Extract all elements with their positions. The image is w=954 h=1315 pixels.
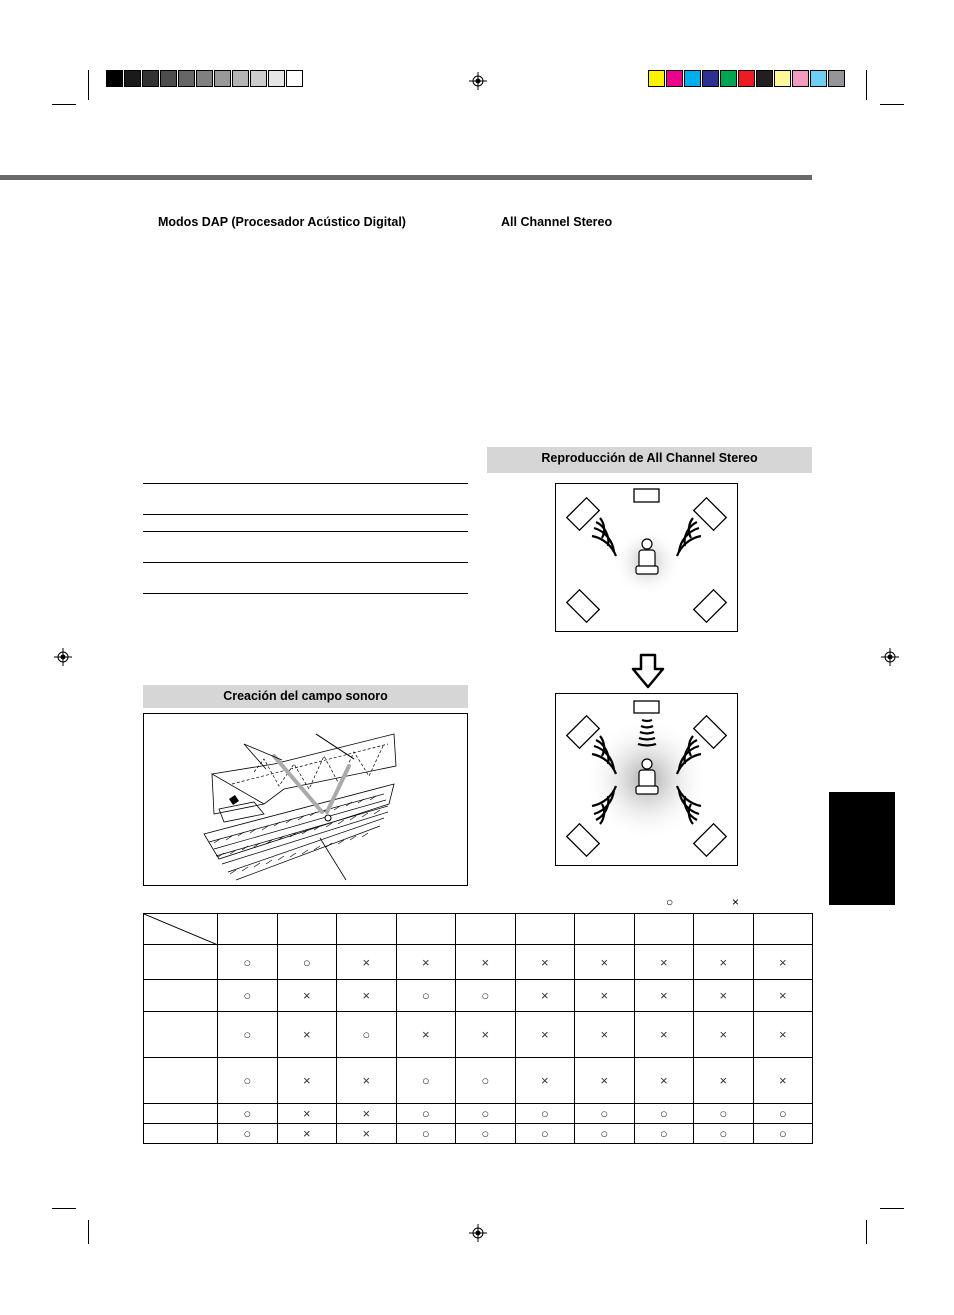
mode-compatibility-table (143, 913, 813, 1144)
table-row (144, 1124, 813, 1144)
row-header-cell (144, 945, 218, 980)
speaker-diagram-before (555, 483, 738, 632)
column-header-cell (396, 914, 456, 945)
table-cell: × (634, 980, 694, 1012)
table-cell: × (277, 1012, 337, 1058)
color-swatch (666, 70, 683, 87)
table-cell: × (277, 1124, 337, 1144)
table-cell: ○ (218, 1124, 278, 1144)
color-swatch (648, 70, 665, 87)
concert-hall-illustration (143, 713, 468, 886)
table-row (144, 1058, 813, 1104)
speaker-diagram-after (555, 693, 738, 866)
table-cell: ○ (515, 1124, 575, 1144)
table-corner-cell (144, 914, 218, 945)
table-row (144, 980, 813, 1012)
table-cell: ○ (515, 1104, 575, 1124)
table-cell: ○ (396, 1058, 456, 1104)
color-swatch (268, 70, 285, 87)
registration-mark-icon (54, 648, 72, 666)
table-cell: ○ (218, 980, 278, 1012)
registration-mark-icon (881, 648, 899, 666)
color-swatch (232, 70, 249, 87)
table-cell: × (337, 980, 397, 1012)
color-swatch (810, 70, 827, 87)
table-cell: ○ (575, 1104, 635, 1124)
speaker-layout-icon (556, 694, 737, 865)
sound-field-caption: Creación del campo sonoro (143, 685, 468, 708)
registration-mark-icon (469, 72, 487, 90)
table-row (144, 945, 813, 980)
column-header-cell (694, 914, 754, 945)
color-swatch (196, 70, 213, 87)
column-header-cell (634, 914, 694, 945)
table-cell: × (337, 1124, 397, 1144)
table-cell: × (694, 1058, 754, 1104)
table-cell: × (694, 1012, 754, 1058)
column-header-cell (575, 914, 635, 945)
table-cell: × (575, 1012, 635, 1058)
registration-mark-icon (469, 1224, 487, 1242)
table-cell: ○ (753, 1104, 813, 1124)
column-header-cell (337, 914, 397, 945)
table-cell: × (634, 1058, 694, 1104)
row-header-cell (144, 1058, 218, 1104)
table-cell: ○ (396, 1104, 456, 1124)
table-cell: ○ (396, 980, 456, 1012)
dap-modes-heading: Modos DAP (Procesador Acústico Digital) (158, 215, 406, 229)
table-cell: × (575, 1058, 635, 1104)
table-cell: ○ (694, 1124, 754, 1144)
color-swatch (792, 70, 809, 87)
table-cell: × (753, 1012, 813, 1058)
color-swatch (124, 70, 141, 87)
color-swatch (774, 70, 791, 87)
color-swatch (702, 70, 719, 87)
table-cell: ○ (694, 1104, 754, 1124)
table-cell: × (337, 1058, 397, 1104)
color-swatch (720, 70, 737, 87)
legend-available-mark: ○ (666, 895, 674, 909)
table-cell: × (575, 980, 635, 1012)
table-cell: ○ (634, 1104, 694, 1124)
color-swatch (214, 70, 231, 87)
concert-hall-icon (144, 714, 467, 885)
table-header-row (144, 914, 813, 945)
column-header-cell (515, 914, 575, 945)
section-tab (829, 792, 895, 905)
table-cell: × (337, 1104, 397, 1124)
table-cell: × (456, 945, 516, 980)
table-row (144, 1012, 813, 1058)
legend-unavailable-mark: × (732, 895, 740, 909)
table-row (144, 1104, 813, 1124)
table-cell: × (515, 980, 575, 1012)
column-header-cell (456, 914, 516, 945)
table-cell: × (277, 1058, 337, 1104)
color-swatch (738, 70, 755, 87)
color-swatch (756, 70, 773, 87)
playback-caption: Reproducción de All Channel Stereo (487, 447, 812, 473)
color-swatch (106, 70, 123, 87)
table-cell: ○ (218, 1012, 278, 1058)
table-cell: ○ (218, 1104, 278, 1124)
table-cell: × (396, 945, 456, 980)
color-swatch (160, 70, 177, 87)
speaker-layout-icon (556, 484, 737, 631)
table-cell: ○ (753, 1124, 813, 1144)
column-header-cell (277, 914, 337, 945)
table-cell: × (694, 980, 754, 1012)
row-header-cell (144, 1012, 218, 1058)
table-cell: × (753, 1058, 813, 1104)
table-cell: × (515, 1012, 575, 1058)
color-swatch (250, 70, 267, 87)
color-swatch (684, 70, 701, 87)
all-channel-stereo-heading: All Channel Stereo (501, 215, 613, 229)
column-header-cell (753, 914, 813, 945)
row-header-cell (144, 1124, 218, 1144)
header-bar (0, 175, 812, 180)
color-swatch (142, 70, 159, 87)
table-cell: × (634, 945, 694, 980)
table-cell: ○ (396, 1124, 456, 1144)
row-header-cell (144, 1104, 218, 1124)
row-header-cell (144, 980, 218, 1012)
table-cell: ○ (218, 1058, 278, 1104)
table-cell: × (277, 980, 337, 1012)
table-cell: × (337, 945, 397, 980)
table-cell: × (753, 945, 813, 980)
table-cell: × (277, 1104, 337, 1124)
table-cell: × (575, 945, 635, 980)
color-swatch (286, 70, 303, 87)
table-cell: × (396, 1012, 456, 1058)
color-swatch (828, 70, 845, 87)
diagonal-divider-icon (144, 914, 218, 945)
table-cell: ○ (337, 1012, 397, 1058)
table-cell: × (753, 980, 813, 1012)
table-cell: ○ (218, 945, 278, 980)
table-cell: ○ (277, 945, 337, 980)
table-cell: ○ (456, 1124, 516, 1144)
table-cell: ○ (456, 1058, 516, 1104)
column-header-cell (218, 914, 278, 945)
down-arrow-icon (631, 653, 665, 689)
table-cell: ○ (634, 1124, 694, 1144)
table-cell: ○ (456, 1104, 516, 1124)
table-cell: × (694, 945, 754, 980)
table-cell: × (515, 945, 575, 980)
table-cell: × (515, 1058, 575, 1104)
table-cell: × (634, 1012, 694, 1058)
table-cell: × (456, 1012, 516, 1058)
table-cell: ○ (456, 980, 516, 1012)
color-swatch (178, 70, 195, 87)
table-cell: ○ (575, 1124, 635, 1144)
